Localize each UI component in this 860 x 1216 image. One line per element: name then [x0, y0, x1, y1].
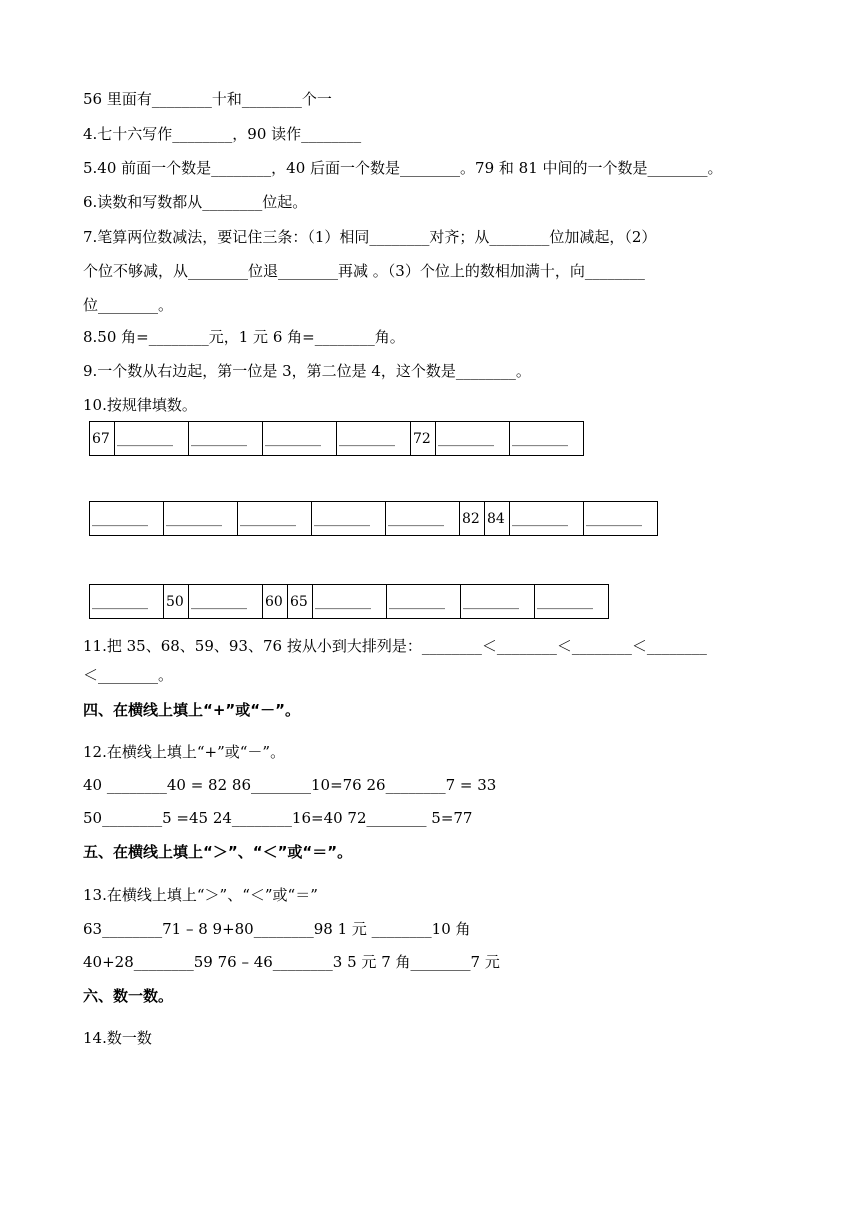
- table-cell: ________: [263, 422, 337, 456]
- table-cell: ________: [312, 502, 386, 536]
- table-cell: ________: [584, 502, 658, 536]
- question-13-line: 13.在横线上填上“＞”、“＜”或“＝”: [83, 886, 318, 904]
- table-cell: ________: [535, 585, 609, 619]
- table-cell: 67: [90, 422, 115, 456]
- table-cell: ________: [164, 502, 238, 536]
- table-cell: ________: [510, 502, 584, 536]
- table-cell: ________: [510, 422, 584, 456]
- table-cell: 84: [485, 502, 510, 536]
- table-row: [90, 422, 584, 456]
- question-14-line: 14.数一数: [83, 1029, 152, 1047]
- table-cell: ________: [387, 585, 461, 619]
- question-12-row-2: 50________5 =45 24________16=40 72________ 5=77: [83, 809, 473, 827]
- table-cell: ________: [90, 585, 164, 619]
- question-12-line: 12.在横线上填上“+”或“－”。: [83, 743, 286, 761]
- table-cell: ________: [115, 422, 189, 456]
- table-cell: ________: [436, 422, 510, 456]
- sequence-table-2: [89, 501, 658, 536]
- table-cell: 82: [460, 502, 485, 536]
- question-11-line-1: 11.把 35、68、59、93、76 按从小到大排列是：________＜________＜________＜________: [83, 637, 707, 655]
- section-4-heading: 四、在横线上填上“+”或“－”。: [83, 701, 301, 719]
- table-row: [90, 502, 658, 536]
- table-cell: 60: [263, 585, 288, 619]
- section-6-heading: 六、数一数。: [83, 987, 174, 1005]
- table-cell: 72: [411, 422, 436, 456]
- table-cell: ________: [189, 422, 263, 456]
- question-10-line: 10.按规律填数。: [83, 396, 197, 414]
- question-7-line-3: 位________。: [83, 296, 174, 314]
- question-11-line-2: ＜________。: [83, 666, 174, 684]
- sequence-table-1: [89, 421, 584, 456]
- table-cell: 65: [288, 585, 313, 619]
- question-7-line-1: 7.笔算两位数减法，要记住三条：（1）相同________对齐；从________位加减起，（2）: [83, 228, 657, 246]
- table-row: [90, 585, 609, 619]
- table-cell: ________: [90, 502, 164, 536]
- table-cell: ________: [189, 585, 263, 619]
- question-5-line: 5.40 前面一个数是________，40 后面一个数是________。79 和 81 中间的一个数是________。: [83, 159, 723, 177]
- table-cell: ________: [386, 502, 460, 536]
- table-cell: ________: [238, 502, 312, 536]
- question-9-line: 9.一个数从右边起，第一位是 3，第二位是 4，这个数是________。: [83, 362, 531, 380]
- question-7-line-2: 个位不够减，从________位退________再减 。（3）个位上的数相加满十，向________: [83, 262, 645, 280]
- table-cell: ________: [461, 585, 535, 619]
- section-5-heading: 五、在横线上填上“＞”、“＜”或“＝”。: [83, 843, 353, 861]
- question-13-row-2: 40+28________59 76 – 46________3 5 元 7 角________7 元: [83, 953, 500, 971]
- sequence-table-3: [89, 584, 609, 619]
- question-6-line: 6.读数和写数都从________位起。: [83, 193, 308, 211]
- question-3-line: 56 里面有________十和________个一: [83, 90, 332, 108]
- question-13-row-1: 63________71 – 8 9+80________98 1 元 ________10 角: [83, 920, 471, 938]
- question-4-line: 4.七十六写作________，90 读作________: [83, 125, 362, 143]
- table-cell: ________: [313, 585, 387, 619]
- table-cell: ________: [337, 422, 411, 456]
- question-12-row-1: 40 ________40 = 82 86________10=76 26________7 = 33: [83, 776, 497, 794]
- question-8-line: 8.50 角=________元，1 元 6 角=________角。: [83, 328, 405, 346]
- table-cell: 50: [164, 585, 189, 619]
